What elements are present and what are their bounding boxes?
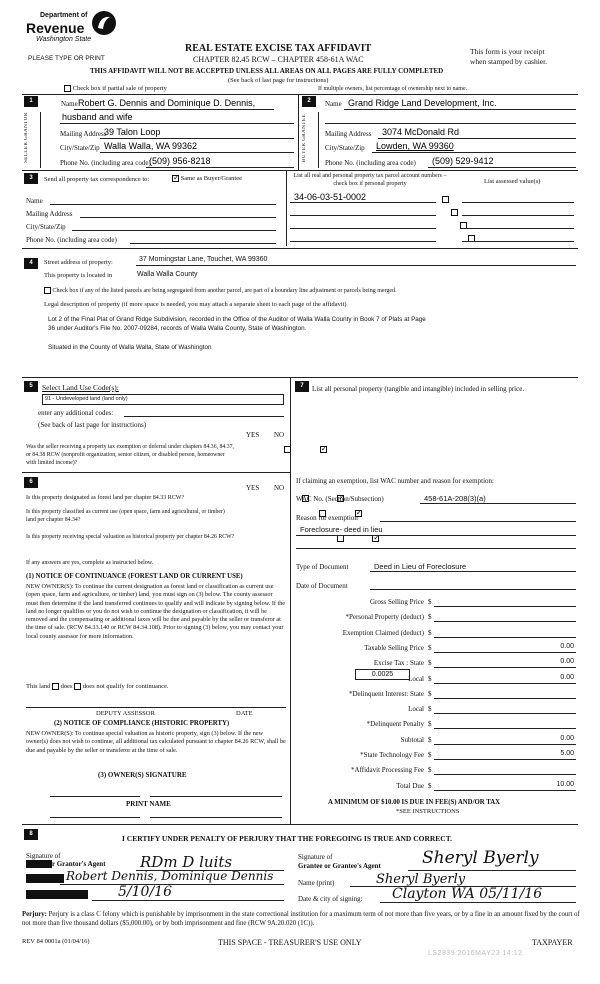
buyer-phone-value: (509) 529-9412	[432, 156, 494, 166]
fee-row-value: 0.00	[560, 735, 574, 742]
this-land-label: This land	[26, 683, 51, 690]
fee-row-label: Subtotal	[400, 736, 424, 744]
buyer-city-value: Lowden, WA 99360	[376, 141, 454, 151]
s6-question-1: Is this property designated as forest land per chapter 84.33 RCW?	[26, 495, 185, 501]
warning-line: THIS AFFIDAVIT WILL NOT BE ACCEPTED UNLESS ALL AREAS ON ALL PAGES ARE FULLY COMPLETED	[90, 67, 444, 75]
reason-value: Foreclosure- deed in lieu	[300, 525, 383, 534]
wac-value: 458-61A-208(3)(a)	[424, 494, 486, 503]
notice2-title: (2) NOTICE OF COMPLIANCE (HISTORIC PROPERTY)	[54, 720, 230, 727]
fee-row-dollar: $	[428, 782, 432, 790]
name-print-label: Name (print)	[298, 879, 335, 887]
doc-date-label: Date of Document	[296, 582, 348, 590]
segregated-row[interactable]	[44, 287, 397, 294]
section-2-number: 2	[302, 96, 316, 107]
s6-no-header: NO	[274, 484, 285, 492]
perjury-text: Perjury is a class C felony which is punishable by imprisonment in the state correctional institution for a maximum term of not more than five years, or by a fine in an amount fixed by the court of not more than five thousand dollars ($5,000.00), or by both imprisonment and fine (RCW 9A.20.020 (1C)).	[22, 911, 580, 927]
multiple-owners: If multiple owners, list percentage of ownership next to name.	[318, 86, 468, 92]
street-value: 37 Morningstar Lane, Touchet, WA 99360	[139, 256, 268, 263]
cashier-stamp: LS2839 2016MAY23 14:12	[428, 950, 523, 957]
seller-name-label: Name	[61, 100, 78, 108]
seller-city-value: Walla Walla, WA 99362	[104, 141, 198, 151]
perjury-notice	[22, 910, 580, 928]
grantor-signature: RDm D luits	[140, 853, 233, 871]
fee-row-dollar: $	[428, 751, 432, 759]
grantor-agent-label: r Grantor's Agent	[52, 860, 106, 868]
form-revision: REV 84 0001a (01/04/16)	[22, 938, 90, 945]
dept-line1: Department of	[40, 12, 88, 19]
legal-label: Legal description of property (if more space is needed, you may attach a separate sheet to each page of the affidavit)	[44, 301, 347, 308]
buyer-mailing-label: Mailing Address	[325, 130, 372, 138]
fee-row-label: *State Technology Fee	[360, 751, 424, 759]
deputy-assessor-label: DEPUTY ASSESSOR	[96, 710, 155, 717]
fee-row-value: 0.00	[560, 674, 574, 681]
seller-city-label: City/State/Zip	[60, 144, 100, 152]
seller-mailing-label: Mailing Address	[60, 130, 107, 138]
partial-sale[interactable]	[64, 85, 167, 92]
segregated-checkbox[interactable]	[44, 287, 51, 294]
section-4-number: 4	[24, 258, 38, 269]
owner-signature-label: (3) OWNER(S) SIGNATURE	[98, 771, 187, 779]
see-back-line: (See back of last page for instructions)	[228, 77, 329, 84]
buyer-name-label: Name	[325, 100, 342, 108]
s3-name-label: Name	[26, 197, 43, 205]
land-use-code-box[interactable]	[42, 394, 284, 405]
grantee-printed-name: Sheryl Byerly	[376, 872, 466, 887]
seller-mailing-value: 39 Talon Loop	[104, 127, 161, 137]
fee-row-label: *Personal Property (deduct)	[345, 613, 424, 621]
wac-label: WAC No. (Section/Subsection)	[296, 495, 384, 503]
grantee-agent-label: Grantee or Grantee's Agent	[298, 862, 381, 870]
s3-city-label: City/State/Zip	[26, 223, 66, 231]
fee-row-dollar: $	[428, 629, 432, 637]
fee-row-label: Excise Tax : State	[373, 659, 424, 667]
qualify-label: qualify for continuance.	[106, 683, 169, 690]
dept-line3: Washington State	[36, 36, 92, 43]
grantee-sig-of: Signature of	[298, 853, 333, 861]
reason-label: Reason for exemption	[296, 514, 358, 522]
fee-row-value: 0.00	[560, 643, 574, 650]
seller-phone-label: Phone No. (including area code)	[60, 159, 151, 167]
certify-statement: I CERTIFY UNDER PENALTY OF PERJURY THAT THE FOREGOING IS TRUE AND CORRECT.	[122, 834, 453, 843]
grantor-redaction-2	[26, 874, 64, 883]
grantee-date-city: Clayton WA 05/11/16	[392, 886, 543, 902]
legal-text-1: Lot 2 of the Final Plat of Grand Ridge Subdivision, recorded in the Office of the Auditor of Walla Walla County in Book 7 of Plats at Page	[48, 316, 426, 323]
send-correspondence-label: Send all property tax correspondence to:	[44, 176, 150, 183]
fee-row-dollar: $	[428, 659, 432, 667]
treasurer-space: THIS SPACE - TREASURER'S USE ONLY	[218, 938, 362, 947]
s5-see-back: (See back of last page for instructions)	[38, 421, 147, 429]
parcel-header: List all real and personal property tax parcel account numbers – check box if personal property	[293, 173, 447, 187]
personal-property-label: List all personal property (tangible and intangible) included in selling price.	[312, 385, 525, 393]
date-city-label: Date & city of signing:	[298, 895, 363, 903]
notice2-text: NEW OWNER(S): To continue special valuation as historic property, sign (3) below. If the new owner(s) does not wish to continue, all additional tax calculated pursuant to chapter 84.26 RCW, shall be due and payable by the seller or transferor at the time of sale.	[26, 730, 286, 754]
buyer-name-value: Grand Ridge Land Development, Inc.	[348, 98, 497, 108]
please-type: PLEASE TYPE OR PRINT	[28, 55, 105, 62]
notice1-text: NEW OWNER(S): To continue the current designation as forest land or classification as current use (open space, farm and agriculture, or timber) land, you must sign on (3) below. The county assessor must then determine if the land transferred continues to qualify and will indicate by signing below. If the land no longer qualifies or you do not wish to continue the designation or classification, it will be removed and the compensating or additional taxes will be due and payable by the seller or transferor at the time of sale. (RCW 84.33.140 or RCW 84.34.108). Prior to signing (3) below, you may contact your local county assessor for more information.	[26, 583, 286, 640]
section-5-number: 5	[24, 381, 38, 392]
land-use-label: Select Land Use Code(s):	[42, 383, 119, 392]
does-not-checkbox[interactable]	[74, 683, 81, 690]
fee-row-dollar: $	[428, 690, 432, 698]
fee-row-label: *Delinquent Penalty	[366, 720, 424, 728]
exemption-claim-label: If claiming an exemption, list WAC number and reason for exemption:	[296, 477, 494, 485]
deputy-date-label: DATE	[236, 710, 253, 717]
s5-yes-checkbox[interactable]	[284, 446, 291, 453]
s3-mailing-label: Mailing Address	[26, 210, 73, 218]
does-label: does	[60, 683, 73, 690]
partial-sale-checkbox[interactable]	[64, 85, 71, 92]
does-checkbox[interactable]	[52, 683, 59, 690]
dor-swirl-icon	[90, 10, 118, 36]
parcel-value: 34-06-03-51-0002	[294, 192, 367, 202]
s5-no-checkbox[interactable]	[320, 446, 327, 453]
legal-text-3: Situated in the County of Walla Walla, State of Washington	[48, 344, 212, 351]
section-6-number: 6	[24, 477, 38, 488]
section-8-number: 8	[24, 829, 38, 840]
fee-row-dollar: $	[428, 598, 432, 606]
local-rate-box	[355, 669, 410, 680]
fee-row-label: Exemption Claimed (deduct)	[342, 629, 424, 637]
s5-exemption-question: Was the seller receiving a property tax exemption or deferral under chapters 84.36, 84.37, or 84.38 RCW (nonprofit organization, senior citizen, or disabled person, homeowner with limited income)?	[26, 444, 234, 467]
fee-row-value: 5.00	[560, 750, 574, 757]
fee-row-label: Gross Selling Price	[369, 598, 424, 606]
dept-line2: Revenue	[26, 20, 85, 36]
fee-row-label: Local	[408, 705, 424, 713]
grantor-redaction-3	[26, 890, 88, 899]
additional-codes-label: enter any additional codes:	[38, 409, 114, 417]
s6-question-2: Is this property classified as current use (open space, farm and agricultural, or timber) land per chapter 84.34?	[26, 509, 225, 523]
land-use-code-value: 91 - Undeveloped land (land only)	[45, 396, 128, 402]
fee-row-label: Local	[408, 675, 424, 683]
grantor-redaction-1	[26, 860, 52, 868]
local-rate-value: 0.0025	[371, 671, 394, 678]
doc-type-value: Deed in Lieu of Foreclosure	[374, 562, 467, 571]
s3-phone-label: Phone No. (including area code)	[26, 236, 117, 244]
same-as-grantee[interactable]	[172, 175, 242, 182]
does-not-label: does not	[82, 683, 105, 690]
buyer-phone-label: Phone No. (including area code)	[325, 159, 416, 167]
located-value: Walla Walla County	[137, 271, 198, 278]
fee-row-value: 0.00	[560, 658, 574, 665]
see-instructions: *SEE INSTRUCTIONS	[396, 808, 460, 815]
fee-row-value: 10.00	[556, 781, 574, 788]
section-7-number: 7	[295, 381, 309, 392]
form-title: REAL ESTATE EXCISE TAX AFFIDAVIT	[185, 43, 372, 54]
taxpayer-label: TAXPAYER	[532, 938, 573, 947]
seller-name-value: Robert G. Dennis and Dominique D. Dennis,	[78, 98, 256, 108]
this-land-row	[26, 683, 169, 690]
street-label: Street address of property:	[44, 259, 113, 266]
buyer-side-label: BUYER GRANTEE	[302, 113, 307, 163]
notice1-title: (1) NOTICE OF CONTINUANCE (FOREST LAND OR CURRENT USE)	[26, 573, 243, 580]
fee-row-label: *Delinquent Interest: State	[348, 690, 424, 698]
s6-if-yes: If any answers are yes, complete as instructed below.	[26, 560, 154, 566]
same-as-grantee-label: Same as Buyer/Grantee	[180, 175, 242, 182]
s5-no-header: NO	[274, 431, 285, 439]
segregated-label: Check box if any of the listed parcels are being segregated from another parcel, are part of a boundary line adjustment or parcels being merged.	[52, 287, 397, 294]
s5-yes-header: YES	[246, 431, 260, 439]
fee-row-dollar: $	[428, 644, 432, 652]
receipt-line2: when stamped by cashier.	[470, 57, 548, 66]
receipt-line1: This form is your receipt	[470, 47, 545, 56]
minimum-due: A MINIMUM OF $10.00 IS DUE IN FEE(S) AND/OR TAX	[328, 799, 501, 806]
assessed-header: List assessed value(s)	[484, 178, 541, 185]
grantee-signature: Sheryl Byerly	[422, 848, 539, 868]
seller-phone-value: (509) 956-8218	[149, 156, 211, 166]
partial-sale-label: Check box if partial sale of property	[72, 85, 167, 92]
legal-text-2: 36 under Auditor's File No. 2007-09284, records of Walla Walla County, State of Washington.	[48, 325, 307, 332]
fee-row-dollar: $	[428, 720, 432, 728]
located-label: This property is located in	[44, 272, 113, 279]
fee-row-dollar: $	[428, 736, 432, 744]
s6-question-3: Is this property receiving special valuation as historical property per chapter 84.26 RCW?	[26, 534, 235, 540]
buyer-city-label: City/State/Zip	[325, 144, 365, 152]
fee-row-label: Total Due	[396, 782, 424, 790]
fee-row-dollar: $	[428, 705, 432, 713]
grantor-printed-name: Robert Dennis, Dominique Dennis	[66, 869, 274, 883]
doc-type-label: Type of Document	[296, 563, 349, 571]
grantor-date: 5/10/16	[118, 884, 172, 900]
grantor-sig-of: Signature of	[26, 852, 61, 860]
perjury-label: Perjury:	[22, 911, 47, 918]
parcel-checkbox-1[interactable]	[442, 196, 449, 203]
seller-name-value2: husband and wife	[62, 112, 133, 122]
fee-row-dollar: $	[428, 675, 432, 683]
parcel-checkbox-2[interactable]	[451, 209, 458, 216]
fee-row-label: *Affidavit Processing Fee	[351, 766, 424, 774]
section-3-number: 3	[24, 173, 38, 184]
dor-logo	[26, 10, 121, 46]
print-name-label: PRINT NAME	[126, 800, 171, 808]
fee-row-dollar: $	[428, 766, 432, 774]
buyer-mailing-value: 3074 McDonald Rd	[382, 127, 460, 137]
fee-row-label: Taxable Selling Price	[364, 644, 424, 652]
seller-side-label: SELLER GRANTOR	[24, 112, 29, 164]
fee-row-dollar: $	[428, 613, 432, 621]
form-chapter: CHAPTER 82.45 RCW – CHAPTER 458-61A WAC	[193, 55, 364, 64]
section-1-number: 1	[24, 96, 38, 107]
same-as-grantee-checkbox[interactable]	[172, 175, 179, 182]
s6-yes-header: YES	[246, 484, 260, 492]
